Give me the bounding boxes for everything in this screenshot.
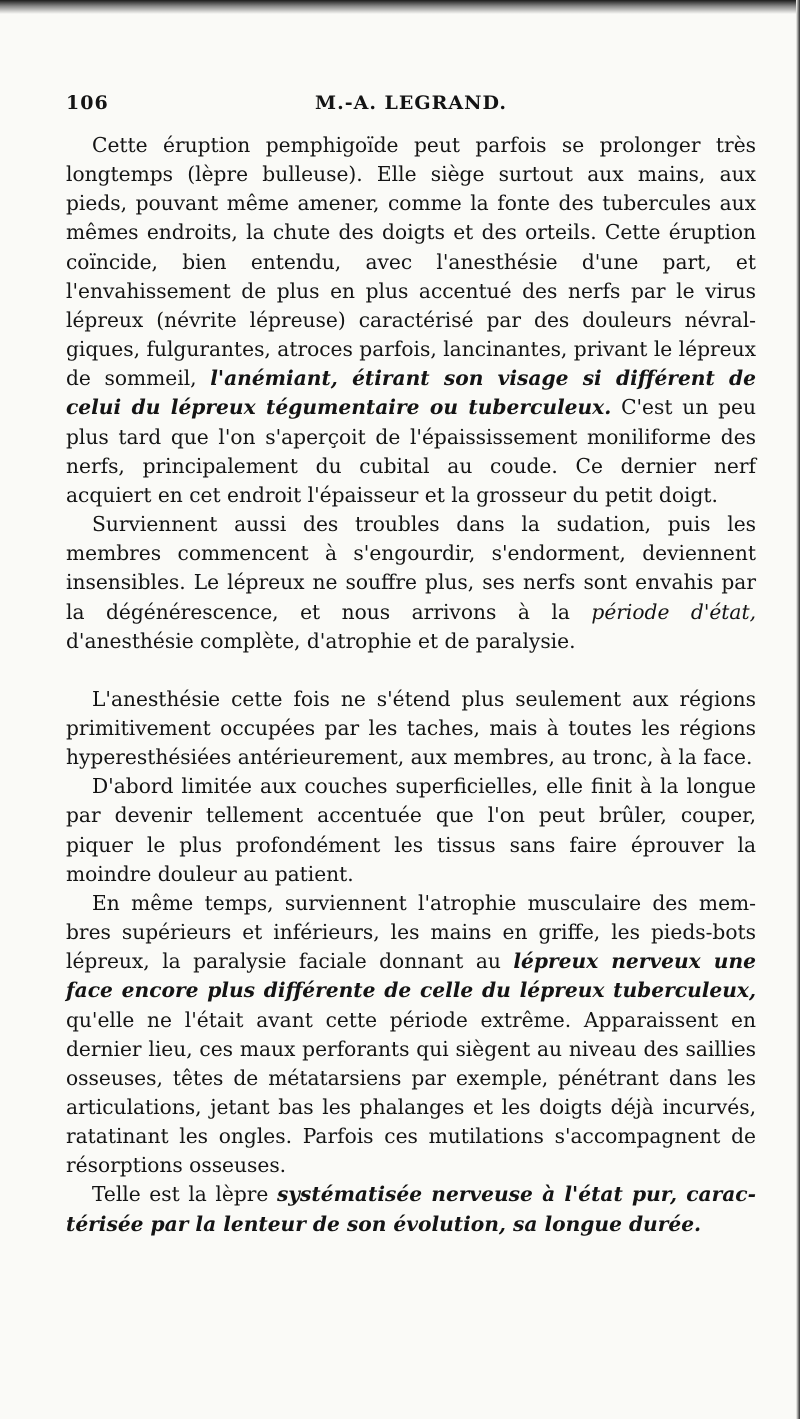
text-run: qu'elle ne l'était avant cette période extrême. Apparaissent en dernier lieu, ces maux perforants qui siègent au niveau des saillies osseuses, têtes de métatarsiens par exemple, pénétrant dans les articulations, jetant bas les phalanges et les doigts déjà incurvés, ratatinant les ongles. Parfois ces mutilations s'accompagnent de résorptions osseuses.	[66, 1007, 756, 1178]
text-run: D'abord limitée aux couches superficielles, elle finit à la longue par devenir tellement accentuée que l'on peut brûler, couper, piquer le plus profondément les tissus sans faire éprouver la moindre douleur au patient.	[66, 774, 756, 886]
paragraph-3	[66, 685, 756, 772]
text-run: Surviennent aussi des troubles dans la sudation, puis les membres commencent à s'engourdir, s'endorment, deviennent insensibles. Le lépreux ne souffre plus, ses nerfs sont envahis par la dégénérescence, et nous arrivons à la	[66, 512, 756, 624]
text-run: Cette éruption pemphigoïde peut parfois se prolonger très longtemps (lèpre bulleuse). Elle siège surtout aux mains, aux pieds, pouvant même amener, comme la fonte des tubercules aux mêmes endroits, la chute des doigts et des orteils. Cette éruption coïncide, bien entendu, avec l'anesthésie d'une part, et l'envahissement de plus en plus accentué des nerfs par le virus lépreux (névrite lépreuse) caractérisé par des douleurs névralgiques, fulgurantes, atroces parfois, lancinantes, privant le lépreux de sommeil,	[66, 133, 756, 391]
text-run: C'est un peu plus tard que l'on s'aperçoit de l'épaississement moniliforme des nerfs, principalement du cubital au coude. Ce dernier nerf acquiert en cet endroit l'épaisseur et la grosseur du petit doigt.	[66, 395, 756, 507]
text-run: d'anesthésie complète, d'atrophie et de paralysie.	[66, 628, 576, 653]
paragraph-6	[66, 1180, 756, 1238]
paragraph-4	[66, 772, 756, 889]
emphasis-text: systématisée nerveuse à l'état pur, caractérisée par la lenteur de son évolution, sa longue durée.	[66, 1182, 756, 1236]
running-head: M.-A. LEGRAND.	[315, 92, 507, 114]
emphasis-text: période d'état,	[591, 599, 756, 624]
text-run: L'anesthésie cette fois ne s'étend plus seulement aux régions primitivement occupées par les taches, mais à toutes les régions hyperesthésiées antérieurement, aux membres, au tronc, à la face.	[66, 686, 756, 770]
page-header	[66, 92, 756, 122]
scan-edge-right	[796, 0, 800, 1419]
scan-edge-top	[0, 0, 800, 14]
paragraph-2	[66, 510, 756, 656]
text-run: En même temps, surviennent l'atrophie musculaire des membres supérieurs et inférieurs, les mains en griffe, les pieds-bots lépreux, la paralysie faciale donnant au	[66, 890, 756, 974]
page-number: 106	[66, 92, 109, 114]
emphasis-text: lépreux nerveux une face encore plus différente de celle du lépreux tuberculeux,	[66, 949, 756, 1003]
emphasis-text: l'anémiant, étirant son visage si différent de celui du lépreux tégumentaire ou tuberculeux.	[66, 366, 757, 420]
text-run: Telle est la lèpre	[92, 1182, 277, 1207]
paragraph-1	[66, 131, 756, 510]
paragraph-5	[66, 889, 756, 1181]
body-text	[66, 131, 756, 1239]
